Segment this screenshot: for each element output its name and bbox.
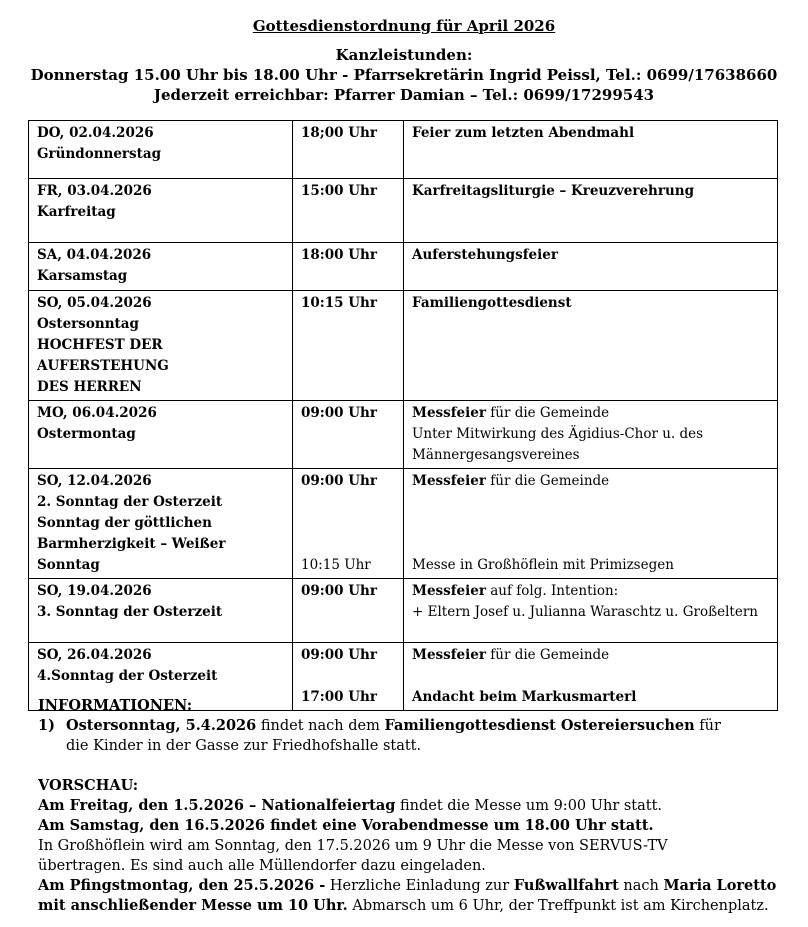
date-cell: SO, 19.04.2026 3. Sonntag der Osterzeit [29, 579, 293, 643]
event-cell: Messfeier auf folg. Intention: + Eltern Josef u. Julianna Waraschtz u. Großeltern [404, 579, 778, 643]
preview-item-4: Am Pfingstmontag, den 25.5.2026 - Herzliche Einladung zur Fußwallfahrt nach Maria Loretto [38, 877, 777, 894]
info-heading: INFORMATIONEN: [38, 697, 193, 714]
contact-line: Jederzeit erreichbar: Pfarrer Damian – Tel.: 0699/17299543 [153, 86, 655, 104]
time-cell: 10:15 Uhr [293, 291, 404, 401]
event-cell: Auferstehungsfeier [404, 243, 778, 291]
event-cell: Karfreitagsliturgie – Kreuzverehrung [404, 179, 778, 243]
preview-heading: VORSCHAU: [38, 777, 139, 794]
preview-item-1: Am Freitag, den 1.5.2026 – Nationalfeiertag findet die Messe um 9:00 Uhr statt. [38, 797, 663, 814]
date-cell: SO, 26.04.2026 4.Sonntag der Osterzeit [29, 643, 293, 711]
event-cell: Messfeier für die Gemeinde Unter Mitwirkung des Ägidius-Chor u. des Männergesangsvereines [404, 401, 778, 469]
preview-item-3: In Großhöflein wird am Sonntag, den 17.5.2026 um 9 Uhr die Messe von SERVUS-TV [38, 838, 668, 854]
table-row [29, 243, 778, 291]
time-cell: 18;00 Uhr [293, 121, 404, 179]
event-cell: Messfeier für die Gemeinde Andacht beim Markusmarterl [404, 643, 778, 711]
page-title: Gottesdienstordnung für April 2026 [252, 17, 556, 35]
time-cell: 09:00 Uhr 17:00 Uhr [293, 643, 404, 711]
date-cell: MO, 06.04.2026 Ostermontag [29, 401, 293, 469]
time-cell: 09:00 Uhr [293, 401, 404, 469]
schedule-table [28, 120, 778, 711]
event-cell: Familiengottesdienst [404, 291, 778, 401]
information-section [38, 696, 721, 756]
date-cell: SA, 04.04.2026 Karsamstag [29, 243, 293, 291]
table-row [29, 291, 778, 401]
table-row [29, 179, 778, 243]
info-item: 1) Ostersonntag, 5.4.2026 findet nach dem Familiengottesdienst Ostereiersuchen für [38, 717, 721, 734]
table-row [29, 579, 778, 643]
date-cell: SO, 05.04.2026 Ostersonntag HOCHFEST DER AUFERSTEHUNG DES HERREN [29, 291, 293, 401]
office-hours-heading: Kanzleistunden: [335, 46, 473, 64]
office-hours-line: Donnerstag 15.00 Uhr bis 18.00 Uhr - Pfarrsekretärin Ingrid Peissl, Tel.: 0699/17638660 [30, 66, 778, 84]
info-item-continuation: die Kinder in der Gasse zur Friedhofshalle statt. [66, 738, 422, 754]
table-row [29, 469, 778, 579]
preview-item-2: Am Samstag, den 16.5.2026 findet eine Vorabendmesse um 18.00 Uhr statt. [38, 817, 654, 834]
date-cell: SO, 12.04.2026 2. Sonntag der Osterzeit Sonntag der göttlichen Barmherzigkeit – Weißer Sonntag [29, 469, 293, 579]
time-cell: 09:00 Uhr 10:15 Uhr [293, 469, 404, 579]
time-cell: 18:00 Uhr [293, 243, 404, 291]
preview-item-3-cont: übertragen. Es sind auch alle Müllendorfer dazu eingeladen. [38, 858, 486, 874]
date-cell: FR, 03.04.2026 Karfreitag [29, 179, 293, 243]
preview-item-4-cont: mit anschließender Messe um 10 Uhr. Abmarsch um 6 Uhr, der Treffpunkt ist am Kirchenplatz. [38, 897, 769, 914]
table-row [29, 401, 778, 469]
table-row [29, 121, 778, 179]
event-cell: Messfeier für die Gemeinde Messe in Großhöflein mit Primizsegen [404, 469, 778, 579]
time-cell: 15:00 Uhr [293, 179, 404, 243]
time-cell: 09:00 Uhr [293, 579, 404, 643]
preview-section [38, 776, 776, 916]
date-cell: DO, 02.04.2026 Gründonnerstag [29, 121, 293, 179]
event-cell: Feier zum letzten Abendmahl [404, 121, 778, 179]
